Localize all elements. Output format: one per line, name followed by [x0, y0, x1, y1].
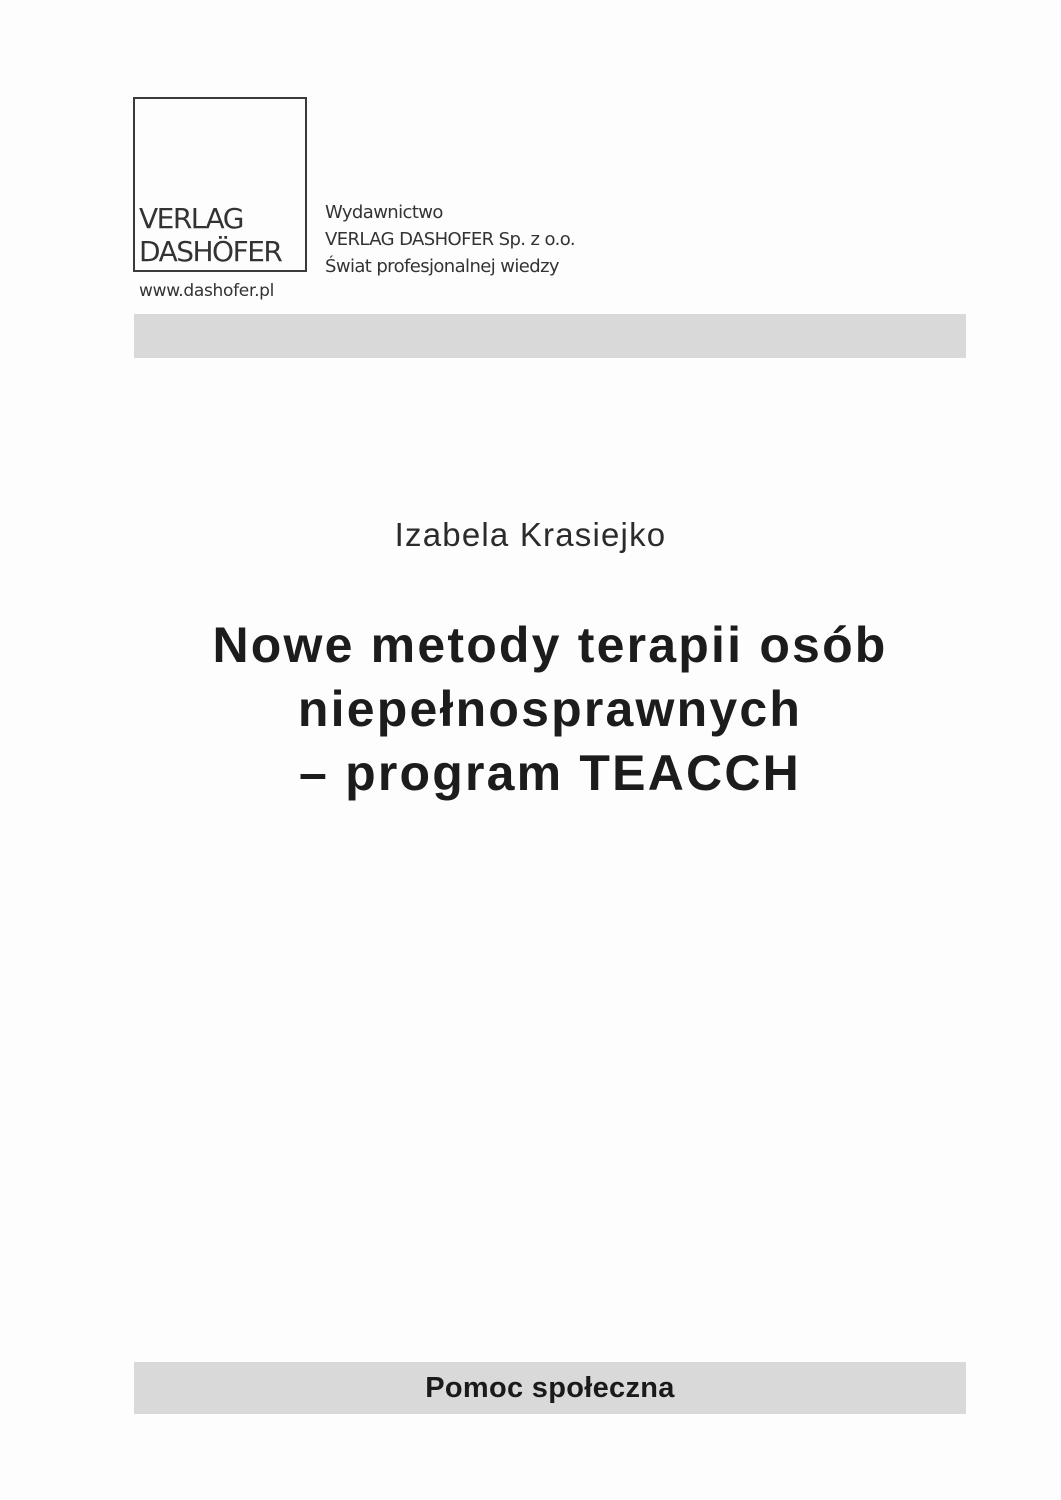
logo-line-verlag: VERLAG: [139, 202, 243, 235]
title-line-1: Nowe metody terapii osób: [212, 617, 888, 673]
publisher-name: VERLAG DASHOFER Sp. z o.o.: [325, 229, 575, 250]
publisher-info: [325, 199, 575, 280]
title-line-3: – program TEACCH: [299, 745, 801, 801]
book-author: Izabela Krasiejko: [394, 516, 667, 553]
publisher-slogan: Świat profesjonalnej wiedzy: [325, 256, 559, 277]
publisher-logo: [133, 97, 307, 272]
title-line-2: niepełnosprawnych: [297, 681, 803, 737]
series-bar: [134, 1362, 966, 1414]
series-name: Pomoc społeczna: [425, 1371, 675, 1404]
publisher-url: www.dashofer.pl: [139, 281, 275, 301]
logo-line-dashofer: DASHÖFER: [139, 235, 282, 268]
logo-wordmark: [139, 202, 281, 268]
book-title: [60, 613, 1040, 805]
publisher-label: Wydawnictwo: [325, 202, 443, 223]
header-divider-bar: [134, 314, 966, 358]
